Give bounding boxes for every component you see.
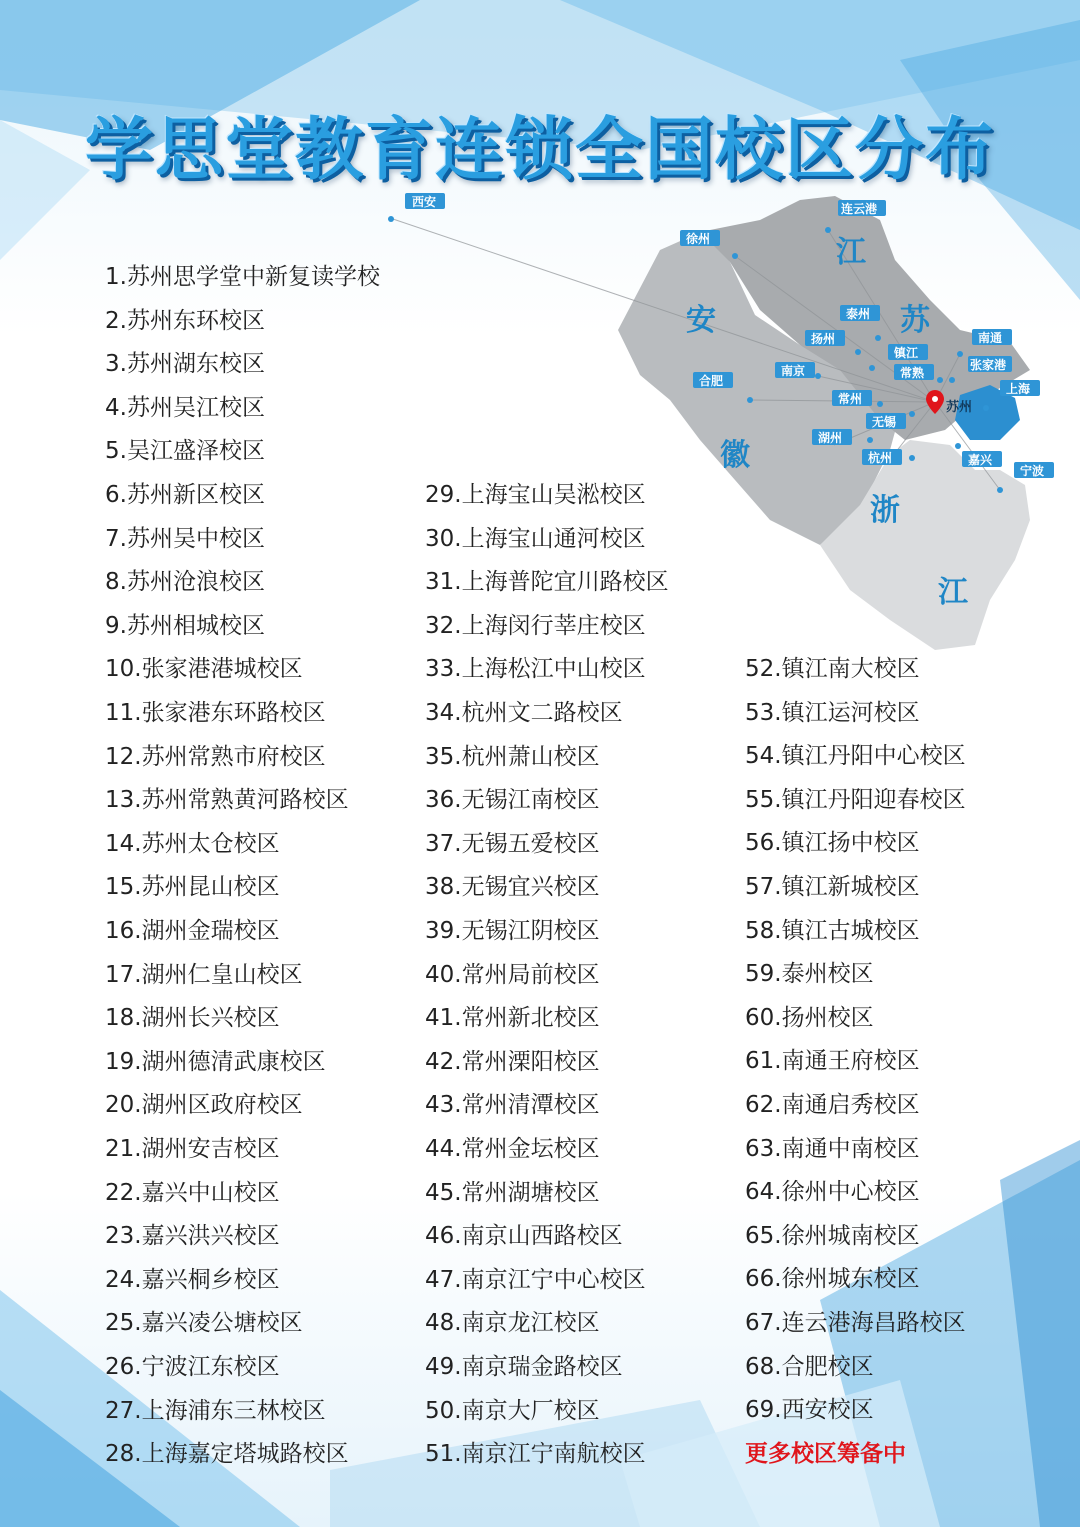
campus-list-item: 16.湖州金瑞校区 <box>105 918 280 944</box>
city-tag-xian <box>388 193 445 222</box>
svg-text:常熟: 常熟 <box>900 366 925 380</box>
campus-list-item: 32.上海闵行莘庄校区 <box>425 612 646 639</box>
campus-list-item: 26.宁波江东校区 <box>105 1354 280 1380</box>
province-label: 安 <box>686 303 716 338</box>
province-label: 江 <box>938 575 968 610</box>
campus-list-item: 55.镇江丹阳迎春校区 <box>745 786 966 813</box>
campus-list-item: 59.泰州校区 <box>745 961 874 988</box>
campus-list-item: 69.西安校区 <box>745 1397 874 1424</box>
campus-list-item: 7.苏州吴中校区 <box>105 525 265 552</box>
city-tag-jiaxing <box>955 443 1002 467</box>
province-label: 苏 <box>900 303 930 338</box>
campus-list-item: 43.常州清潭校区 <box>425 1092 600 1119</box>
campus-list-item: 61.南通王府校区 <box>745 1048 920 1075</box>
campus-list-item: 27.上海浦东三林校区 <box>105 1397 326 1424</box>
campus-list-item: 66.徐州城东校区 <box>745 1266 920 1293</box>
campus-list-item: 68.合肥校区 <box>745 1353 874 1380</box>
svg-text:西安: 西安 <box>412 195 437 209</box>
campus-list-item: 3.苏州湖东校区 <box>105 351 265 378</box>
campus-list-item: 10.张家港港城校区 <box>105 656 303 683</box>
campus-list-item: 23.嘉兴洪兴校区 <box>105 1223 280 1250</box>
campus-list-item: 8.苏州沧浪校区 <box>105 569 265 596</box>
campus-list-item: 24.嘉兴桐乡校区 <box>105 1266 280 1293</box>
campus-list-item: 4.苏州吴江校区 <box>105 394 265 421</box>
campus-list-item: 17.湖州仁皇山校区 <box>105 961 303 988</box>
campus-list-item: 36.无锡江南校区 <box>425 787 600 814</box>
svg-text:上海: 上海 <box>1006 382 1031 396</box>
campus-list-item: 19.湖州德清武康校区 <box>105 1048 326 1075</box>
campus-list-item: 22.嘉兴中山校区 <box>105 1179 280 1206</box>
campus-list-item: 11.张家港东环路校区 <box>105 700 326 726</box>
svg-text:合肥: 合肥 <box>699 374 724 388</box>
city-tag-nanjing <box>775 362 821 379</box>
svg-text:泰州: 泰州 <box>846 307 871 321</box>
campus-list-item: 29.上海宝山吴淞校区 <box>425 482 646 508</box>
campus-list-item: 33.上海松江中山校区 <box>425 656 646 683</box>
campus-list-item: 28.上海嘉定塔城路校区 <box>105 1441 349 1468</box>
svg-text:宁波: 宁波 <box>1020 464 1045 478</box>
campus-list-item: 21.湖州安吉校区 <box>105 1136 280 1162</box>
campus-list-item: 40.常州局前校区 <box>425 961 600 988</box>
campus-list-item: 48.南京龙江校区 <box>425 1310 600 1337</box>
campus-list-item: 39.无锡江阴校区 <box>425 918 600 944</box>
campus-list-item: 9.苏州相城校区 <box>105 612 265 639</box>
campus-list-item: 57.镇江新城校区 <box>745 874 920 900</box>
campus-list-item: 14.苏州太仓校区 <box>105 830 280 857</box>
campus-list-item: 67.连云港海昌路校区 <box>745 1310 966 1336</box>
campus-list-item: 15.苏州昆山校区 <box>105 874 280 901</box>
campus-list-item: 18.湖州长兴校区 <box>105 1005 280 1032</box>
campus-list-item: 38.无锡宜兴校区 <box>425 874 600 901</box>
svg-text:常州: 常州 <box>838 392 863 406</box>
svg-text:南京: 南京 <box>781 364 806 378</box>
campus-list-item: 46.南京山西路校区 <box>425 1223 623 1250</box>
campus-list-item: 20.湖州区政府校区 <box>105 1092 303 1119</box>
campus-list-item: 58.镇江古城校区 <box>745 917 920 944</box>
svg-text:嘉兴: 嘉兴 <box>968 453 993 467</box>
province-label: 浙 <box>870 493 900 528</box>
campus-list-item: 41.常州新北校区 <box>425 1005 600 1032</box>
svg-text:徐州: 徐州 <box>686 232 711 246</box>
svg-text:连云港: 连云港 <box>841 202 878 216</box>
campus-list-item: 52.镇江南大校区 <box>745 656 920 682</box>
campus-list-item: 30.上海宝山通河校区 <box>425 525 646 552</box>
province-label: 江 <box>836 235 866 270</box>
svg-text:张家港: 张家港 <box>970 358 1007 372</box>
campus-list-item: 50.南京大厂校区 <box>425 1397 600 1424</box>
campus-list-item: 34.杭州文二路校区 <box>425 700 623 726</box>
campus-list-item: 1.苏州思学堂中新复读学校 <box>105 264 380 290</box>
campus-list-item: 12.苏州常熟市府校区 <box>105 743 326 770</box>
svg-text:杭州: 杭州 <box>868 451 893 465</box>
campus-list-item: 25.嘉兴凌公塘校区 <box>105 1310 303 1337</box>
campus-list-item: 62.南通启秀校区 <box>745 1092 920 1118</box>
campus-list-item: 56.镇江扬中校区 <box>745 830 920 857</box>
svg-text:无锡: 无锡 <box>872 415 897 429</box>
campus-list-item: 13.苏州常熟黄河路校区 <box>105 787 349 814</box>
more-campuses-note: 更多校区筹备中 <box>745 1440 906 1467</box>
campus-list-item: 65.徐州城南校区 <box>745 1222 920 1249</box>
svg-text:苏州: 苏州 <box>946 400 973 415</box>
campus-list-item: 31.上海普陀宜川路校区 <box>425 569 669 596</box>
svg-text:湖州: 湖州 <box>818 431 843 445</box>
campus-list-item: 64.徐州中心校区 <box>745 1179 920 1206</box>
campus-list-item: 37.无锡五爱校区 <box>425 830 600 857</box>
svg-text:扬州: 扬州 <box>811 332 836 346</box>
campus-list-item: 2.苏州东环校区 <box>105 307 265 334</box>
svg-text:镇江: 镇江 <box>894 346 919 360</box>
campus-list-item: 63.南通中南校区 <box>745 1135 920 1162</box>
campus-list-item: 47.南京江宁中心校区 <box>425 1266 646 1293</box>
campus-list-item: 53.镇江运河校区 <box>745 699 920 726</box>
campus-list-item: 6.苏州新区校区 <box>105 482 265 508</box>
svg-text:南通: 南通 <box>978 331 1003 345</box>
campus-list-item: 44.常州金坛校区 <box>425 1136 600 1162</box>
campus-list-item: 51.南京江宁南航校区 <box>425 1441 646 1468</box>
campus-list-item: 49.南京瑞金路校区 <box>425 1354 623 1380</box>
campus-list-item: 35.杭州萧山校区 <box>425 743 600 770</box>
campus-list-item: 42.常州溧阳校区 <box>425 1048 600 1075</box>
campus-list-item: 60.扬州校区 <box>745 1004 874 1031</box>
campus-list-item: 5.吴江盛泽校区 <box>105 438 265 465</box>
campus-list-item: 45.常州湖塘校区 <box>425 1179 600 1206</box>
province-label: 徽 <box>720 438 750 473</box>
page-title: 学思堂教育连锁全国校区分布 <box>84 110 995 190</box>
campus-list-item: 54.镇江丹阳中心校区 <box>745 743 966 770</box>
